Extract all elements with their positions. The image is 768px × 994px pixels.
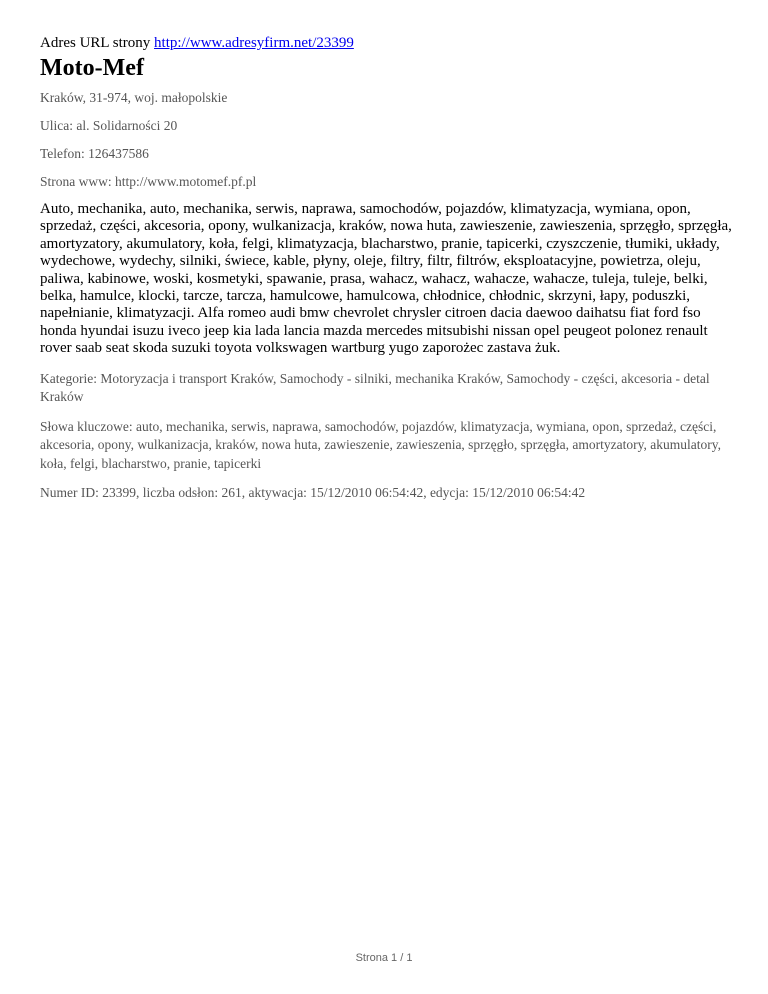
company-website: Strona www: http://www.motomef.pf.pl [40, 174, 257, 189]
url-line [40, 34, 732, 52]
company-name: Moto-Mef [40, 55, 144, 81]
record-info: Numer ID: 23399, liczba odsłon: 261, aktywacja: 15/12/2010 06:54:42, edycja: 15/12/2010 06:54:42 [40, 485, 586, 501]
company-street: Ulica: al. Solidarności 20 [40, 118, 178, 133]
company-description: Auto, mechanika, auto, mechanika, serwis, naprawa, samochodów, pojazdów, klimatyzacja, wymiana, opon, sprzedaż, części, akcesoria, opony, wulkanizacja, kraków, nowa huta, zawieszenie, zawieszenia, sprzęgło, sprzęgła, amortyzatory, akumulatory, koła, felgi, klimatyzacja, blacharstwo, pranie, tapicerki, czyszczenie, tłumiki, układy, wydechowe, wydechy, silniki, świece, kable, płyny, oleje, filtry, filtr, filtrów, eksploatacyjne, powietrza, oleju, paliwa, kabinowe, woski, kosmetyki, spawanie, prasa, wahacz, wahacz, wahacze, wahacze, tuleja, tuleje, belki, belka, hamulce, klocki, tarcze, tarcza, hamulcowe, hamulcowa, chłodnice, chłodnic, skrzyni, łapy, poduszki, napełnianie, klimatyzacji. Alfa romeo audi bmw chevrolet chrysler citroen dacia daewoo daihatsu fiat ford fso honda hyundai isuzu iveco jeep kia lada lancia mazda mercedes mitsubishi nissan opel peugeot polonez renault rover saab seat skoda suzuki toyota volkswagen wartburg yugo zaporożec zastava żuk. [40, 201, 732, 357]
page-footer [0, 952, 768, 964]
url-link[interactable]: http://www.adresyfirm.net/23399 [154, 35, 354, 51]
keywords-text: Słowa kluczowe: auto, mechanika, serwis, naprawa, samochodów, pojazdów, klimatyzacja, wymiana, opon, sprzedaż, części, akcesoria, opony, wulkanizacja, kraków, nowa huta, zawieszenie, zawieszenia, sprzęgło, sprzęgła, amortyzatory, akumulatory, koła, felgi, blacharstwo, pranie, tapicerki [40, 418, 721, 471]
company-location: Kraków, 31-974, woj. małopolskie [40, 90, 228, 105]
categories-text: Kategorie: Motoryzacja i transport Kraków, Samochody - silniki, mechanika Kraków, Samochody - części, akcesoria - detal Kraków [40, 370, 710, 405]
company-phone: Telefon: 126437586 [40, 146, 149, 161]
document-page [40, 34, 732, 514]
page-number: Strona 1 / 1 [355, 952, 413, 964]
url-label: Adres URL strony [40, 35, 151, 51]
